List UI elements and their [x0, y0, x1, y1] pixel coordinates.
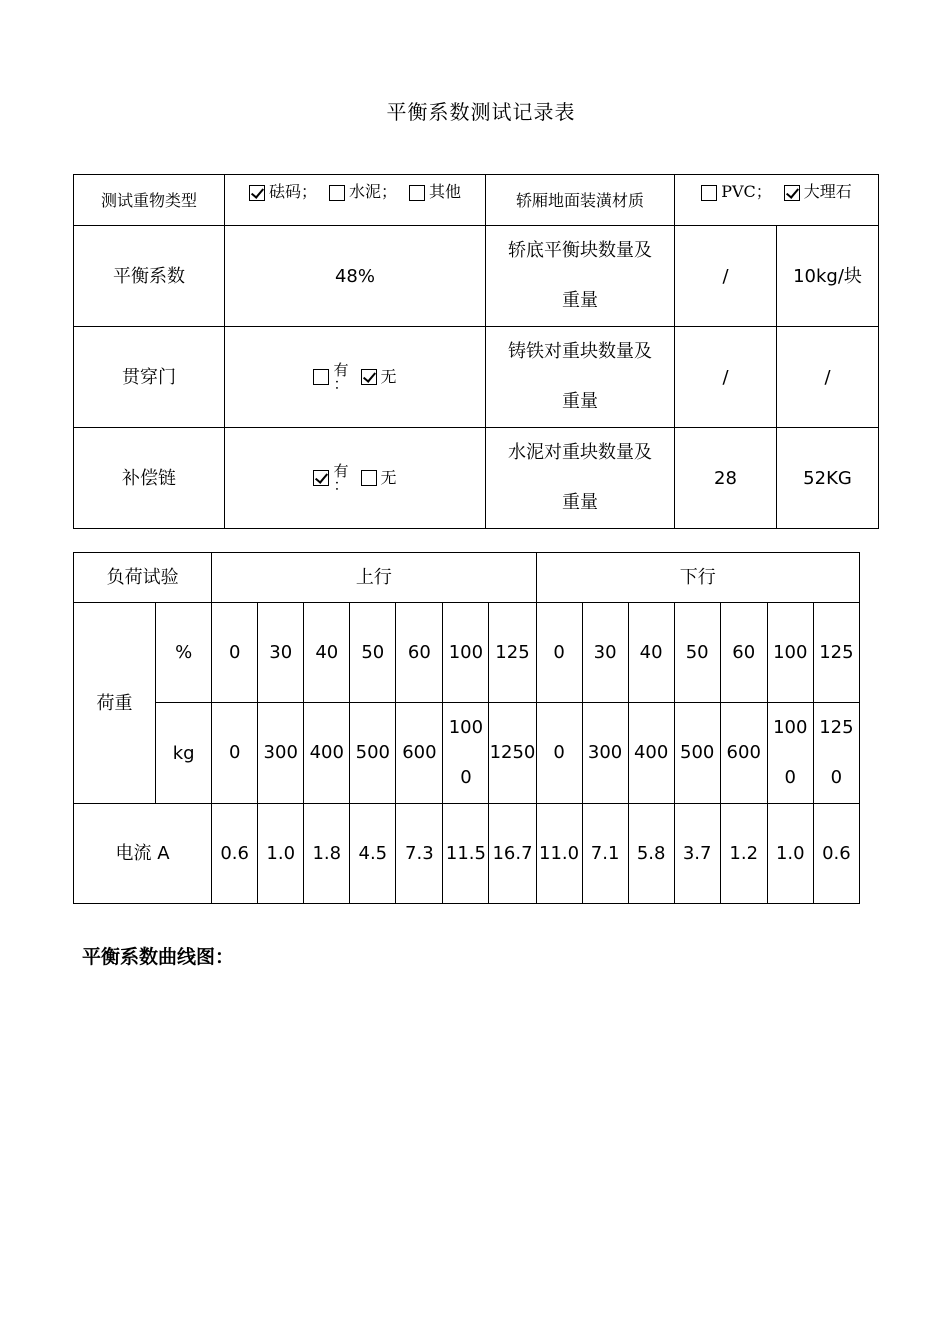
option-no[interactable]: [361, 465, 397, 490]
checkbox-other-icon[interactable]: [409, 185, 425, 201]
comp-chain-label: 补偿链: [74, 428, 225, 529]
car-balance-block-qty: /: [675, 226, 777, 327]
option-label: 无: [380, 467, 397, 487]
weight-type-label: 测试重物类型: [74, 175, 225, 226]
current-cell: 1.2: [720, 804, 767, 904]
kg-cell: 400: [304, 703, 350, 804]
current-cell: 0.6: [813, 804, 859, 904]
percent-cell: 50: [674, 603, 720, 703]
up-direction-label: 上行: [212, 553, 536, 603]
percent-label: %: [156, 603, 212, 703]
current-cell: 5.8: [628, 804, 674, 904]
option-no[interactable]: [361, 364, 397, 389]
current-cell: 7.1: [582, 804, 628, 904]
car-balance-block-label: 轿底平衡块数量及重量: [486, 226, 675, 327]
kg-cell: 500: [674, 703, 720, 804]
kg-cell: 1250: [813, 703, 859, 804]
through-door-label: 贯穿门: [74, 327, 225, 428]
checkbox-cement-icon[interactable]: [329, 185, 345, 201]
comp-chain-options: [225, 428, 486, 529]
kg-cell: 400: [628, 703, 674, 804]
option-cement[interactable]: [329, 179, 397, 204]
percent-cell: 40: [304, 603, 350, 703]
current-cell: 1.0: [767, 804, 813, 904]
current-cell: 11.0: [536, 804, 582, 904]
checkbox-weights-icon[interactable]: [249, 185, 265, 201]
option-label: 有: [333, 462, 349, 480]
option-pvc[interactable]: [701, 179, 772, 204]
kg-cell: 1250: [489, 703, 536, 804]
option-label: 无: [380, 366, 397, 386]
checkbox-yes-icon[interactable]: [313, 470, 329, 486]
iron-cw-weight: /: [777, 327, 879, 428]
kg-cell: 300: [258, 703, 304, 804]
option-other[interactable]: [409, 179, 461, 204]
option-yes[interactable]: [313, 464, 348, 492]
percent-cell: 40: [628, 603, 674, 703]
current-cell: 1.0: [258, 804, 304, 904]
option-label: 有: [333, 361, 349, 379]
percent-cell: 60: [720, 603, 767, 703]
page-title: 平衡系数测试记录表: [386, 100, 576, 124]
floor-material-options: [675, 175, 879, 226]
kg-cell: 0: [212, 703, 258, 804]
down-direction-label: 下行: [536, 553, 859, 603]
option-label: 砝码；: [268, 182, 317, 201]
percent-cell: 125: [813, 603, 859, 703]
option-label: PVC；: [721, 182, 772, 201]
car-balance-block-weight: 10kg/块: [777, 226, 879, 327]
percent-cell: 0: [536, 603, 582, 703]
current-cell: 4.5: [350, 804, 396, 904]
percent-cell: 100: [443, 603, 489, 703]
kg-label: kg: [156, 703, 212, 804]
option-marble[interactable]: [784, 179, 852, 204]
current-label: 电流 A: [74, 804, 212, 904]
current-cell: 0.6: [212, 804, 258, 904]
option-colon: ：: [333, 476, 349, 494]
current-cell: 3.7: [674, 804, 720, 904]
current-cell: 16.7: [489, 804, 536, 904]
percent-cell: 0: [212, 603, 258, 703]
balance-coeff-value: 48%: [225, 226, 486, 327]
floor-material-label: 轿厢地面装潢材质: [486, 175, 675, 226]
load-label: 荷重: [74, 603, 156, 804]
load-test-table: [73, 552, 860, 904]
cement-cw-weight: 52KG: [777, 428, 879, 529]
current-cell: 1.8: [304, 804, 350, 904]
current-cell: 11.5: [443, 804, 489, 904]
kg-cell: 600: [720, 703, 767, 804]
kg-cell: 300: [582, 703, 628, 804]
checkbox-yes-icon[interactable]: [313, 369, 329, 385]
iron-cw-qty: /: [675, 327, 777, 428]
percent-cell: 50: [350, 603, 396, 703]
option-label: 其他: [429, 182, 462, 201]
checkbox-marble-icon[interactable]: [784, 185, 800, 201]
percent-cell: 100: [767, 603, 813, 703]
load-test-label: 负荷试验: [74, 553, 212, 603]
percent-cell: 125: [489, 603, 536, 703]
option-label: 大理石: [803, 182, 852, 201]
option-colon: ：: [333, 375, 349, 393]
kg-cell: 500: [350, 703, 396, 804]
checkbox-no-icon[interactable]: [361, 369, 377, 385]
cement-cw-qty: 28: [675, 428, 777, 529]
percent-cell: 60: [396, 603, 443, 703]
option-yes[interactable]: [313, 363, 348, 391]
cement-cw-label: 水泥对重块数量及重量: [486, 428, 675, 529]
percent-cell: 30: [258, 603, 304, 703]
percent-cell: 30: [582, 603, 628, 703]
kg-cell: 0: [536, 703, 582, 804]
option-label: 水泥；: [348, 182, 397, 201]
kg-cell: 1000: [443, 703, 489, 804]
info-table: [73, 174, 879, 529]
kg-cell: 600: [396, 703, 443, 804]
balance-coeff-label: 平衡系数: [74, 226, 225, 327]
iron-cw-label: 铸铁对重块数量及重量: [486, 327, 675, 428]
kg-cell: 1000: [767, 703, 813, 804]
current-cell: 7.3: [396, 804, 443, 904]
checkbox-no-icon[interactable]: [361, 470, 377, 486]
curve-heading: 平衡系数曲线图：: [82, 946, 235, 968]
weight-type-options: [225, 175, 486, 226]
option-weights[interactable]: [249, 179, 317, 204]
checkbox-pvc-icon[interactable]: [701, 185, 717, 201]
through-door-options: [225, 327, 486, 428]
